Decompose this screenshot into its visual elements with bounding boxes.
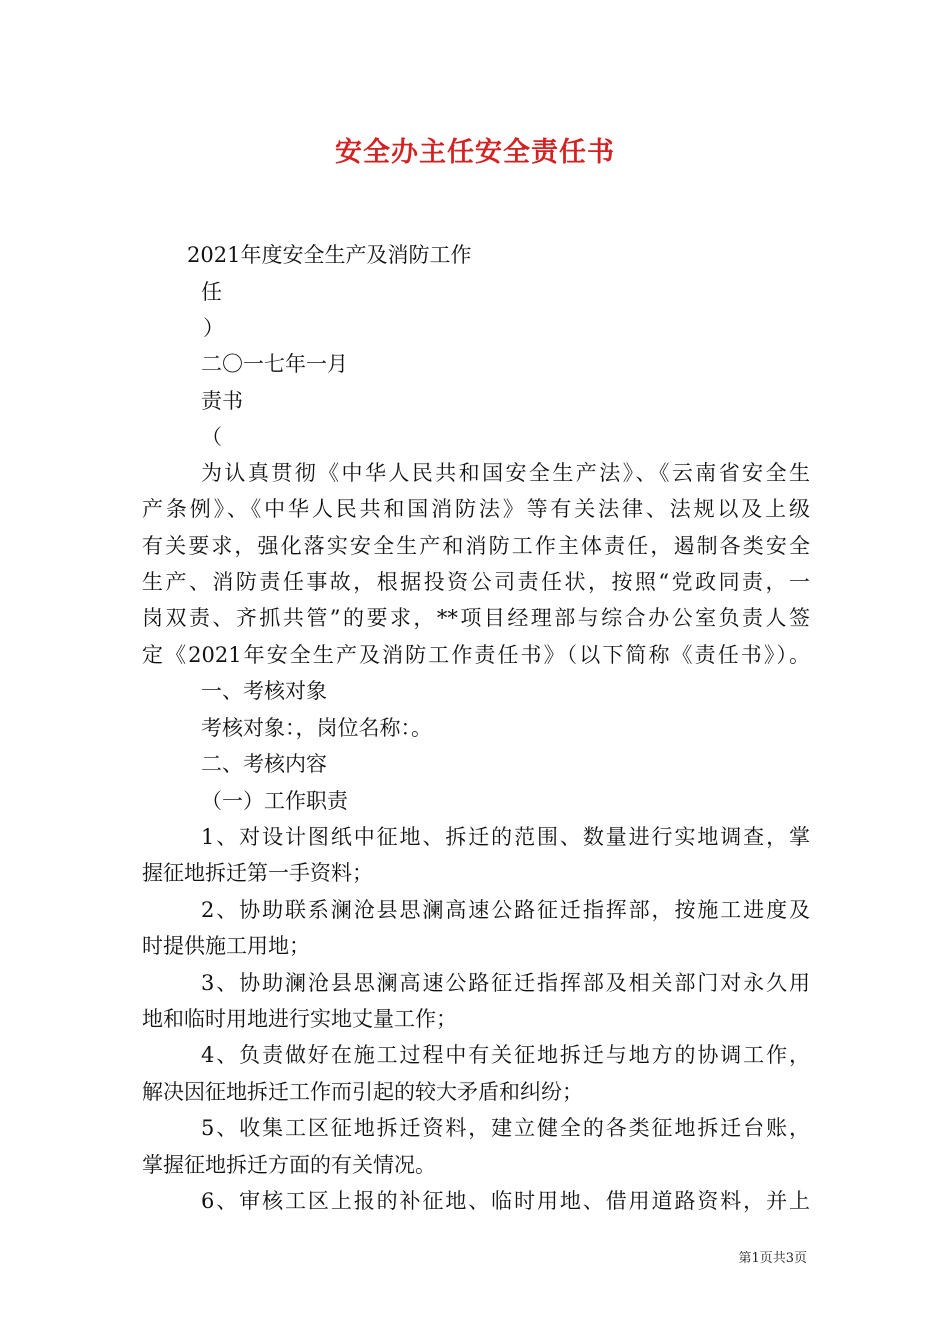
section2-sub1: （一）工作职责 bbox=[201, 789, 348, 813]
item1-line-1: 1、对设计图纸中征地、拆迁的范围、数量进行实地调查，掌 bbox=[201, 825, 810, 849]
item5-line-1: 5、收集工区征地拆迁资料，建立健全的各类征地拆迁台账， bbox=[201, 1116, 810, 1140]
intro-line-6: 定《2021年安全生产及消防工作责任书》（以下简称《责任书》）。 bbox=[142, 643, 810, 667]
item5-line-2: 掌握征地拆迁方面的有关情况。 bbox=[142, 1153, 436, 1177]
section1-body: 考核对象：，岗位名称：。 bbox=[201, 716, 432, 740]
section1-heading: 一、考核对象 bbox=[201, 679, 327, 703]
item6-line-1: 6、审核工区上报的补征地、临时用地、借用道路资料，并上 bbox=[201, 1189, 810, 1213]
cover-paren-open: （ bbox=[201, 425, 222, 449]
intro-line-3: 有关要求，强化落实安全生产和消防工作主体责任，遏制各类安全 bbox=[142, 534, 810, 558]
item3-line-1: 3、协助澜沧县思澜高速公路征迁指挥部及相关部门对永久用 bbox=[201, 971, 810, 995]
page-number-footer: 第1页共3页 bbox=[738, 1251, 807, 1266]
cover-date: 二〇一七年一月 bbox=[201, 352, 348, 376]
item2-line-2: 时提供施工用地； bbox=[142, 934, 310, 958]
intro-line-5: 岗双责、齐抓共管”的要求，**项目经理部与综合办公室负责人签 bbox=[142, 606, 810, 630]
cover-paren-close: ） bbox=[203, 316, 224, 340]
item2-line-1: 2、协助联系澜沧县思澜高速公路征迁指挥部，按施工进度及 bbox=[201, 898, 810, 922]
intro-line-1: 为认真贯彻《中华人民共和国安全生产法》、《云南省安全生 bbox=[201, 461, 810, 485]
cover-chars-zeshu: 责书 bbox=[201, 389, 243, 413]
cover-char-ren: 任 bbox=[201, 280, 222, 304]
intro-line-4: 生产、消防责任事故，根据投资公司责任状，按照“党政同责，一 bbox=[142, 570, 810, 594]
section2-heading: 二、考核内容 bbox=[201, 752, 327, 776]
item4-line-2: 解决因征地拆迁工作而引起的较大矛盾和纠纷； bbox=[142, 1080, 583, 1104]
cover-year-line: 2021年度安全生产及消防工作 bbox=[187, 243, 472, 267]
item3-line-2: 地和临时用地进行实地丈量工作； bbox=[142, 1007, 457, 1031]
item4-line-1: 4、负责做好在施工过程中有关征地拆迁与地方的协调工作， bbox=[201, 1043, 810, 1067]
intro-line-2: 产条例》、《中华人民共和国消防法》等有关法律、法规以及上级 bbox=[142, 497, 810, 521]
item1-line-2: 握征地拆迁第一手资料； bbox=[142, 861, 373, 885]
page-title: 安全办主任安全责任书 bbox=[335, 137, 615, 168]
